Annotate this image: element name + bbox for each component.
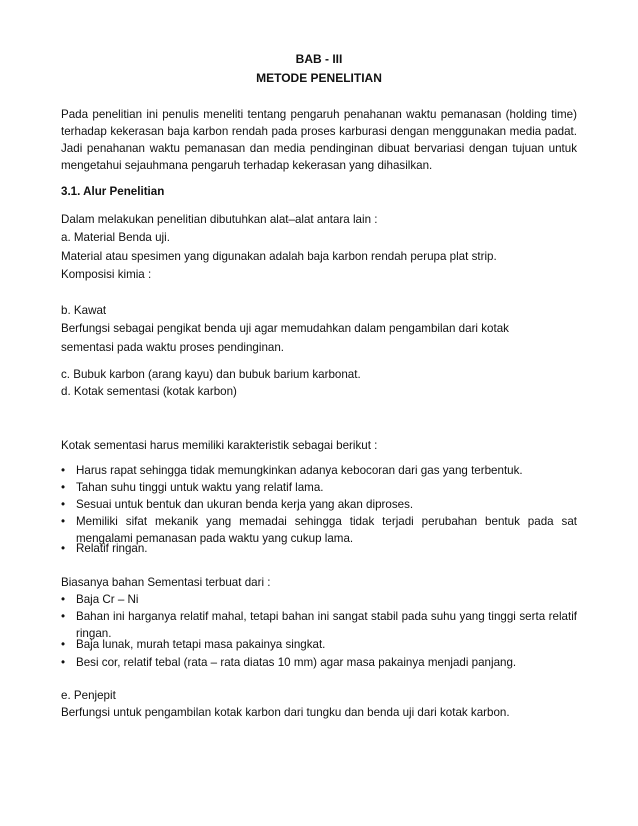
list-item-text: Tahan suhu tinggi untuk waktu yang relatif lama. [76, 481, 324, 494]
list-item-text: Baja lunak, murah tetapi masa pakainya singkat. [76, 638, 326, 651]
text-line: Komposisi kimia : [61, 268, 152, 281]
text-line: Berfungsi sebagai pengikat benda uji agar memudahkan dalam pengambilan dari kotak [61, 322, 509, 335]
chapter-title: METODE PENELITIAN [256, 71, 382, 85]
list-item [61, 591, 577, 608]
list-item-text: Sesuai untuk bentuk dan ukuran benda kerja yang akan diproses. [76, 498, 414, 511]
text-line: sementasi pada waktu proses pendinginan. [61, 341, 285, 354]
bullet-icon: • [61, 464, 66, 477]
list-item-text: Relatif ringan. [76, 542, 148, 555]
text-line: Berfungsi untuk pengambilan kotak karbon dari tungku dan benda uji dari kotak karbon. [61, 706, 510, 719]
item-b: b. Kawat [61, 304, 107, 317]
bullet-icon: • [61, 656, 66, 669]
bullet-icon: • [61, 498, 66, 511]
list-item-text: Memiliki sifat mekanik yang memadai sehingga tidak terjadi perubahan bentuk pada sat mengalami pemanasan pada waktu yang cukup lama. [76, 515, 577, 545]
list-item [61, 540, 577, 557]
list-item-text: Besi cor, relatif tebal (rata – rata diatas 10 mm) agar masa pakainya menjadi panjang. [76, 656, 517, 669]
list-item [61, 462, 577, 479]
list-item-text: Baja Cr – Ni [76, 593, 139, 606]
bullet-icon: • [61, 638, 66, 651]
list-item [61, 636, 577, 653]
list-item-text: Bahan ini harganya relatif mahal, tetapi bahan ini sangat stabil pada suhu yang tinggi serta relatif ringan. [76, 610, 577, 640]
bullet-icon: • [61, 515, 66, 528]
section-heading: 3.1. Alur Penelitian [61, 185, 165, 198]
list-item [61, 496, 577, 513]
text-line: Material atau spesimen yang digunakan adalah baja karbon rendah perupa plat strip. [61, 250, 497, 263]
text-line: Kotak sementasi harus memiliki karakteristik sebagai berikut : [61, 439, 378, 452]
list-item [61, 654, 577, 671]
text-line: Dalam melakukan penelitian dibutuhkan alat–alat antara lain : [61, 213, 378, 226]
item-c: c. Bubuk karbon (arang kayu) dan bubuk barium karbonat. [61, 368, 361, 381]
list-item [61, 479, 577, 496]
item-a: a. Material Benda uji. [61, 231, 170, 244]
bullet-icon: • [61, 542, 66, 555]
bullet-icon: • [61, 593, 66, 606]
bullet-icon: • [61, 481, 66, 494]
text-line: Biasanya bahan Sementasi terbuat dari : [61, 576, 271, 589]
item-d: d. Kotak sementasi (kotak karbon) [61, 385, 237, 398]
list-item-text: Harus rapat sehingga tidak memungkinkan adanya kebocoran dari gas yang terbentuk. [76, 464, 523, 477]
intro-paragraph: Pada penelitian ini penulis meneliti tentang pengaruh penahanan waktu pemanasan (holding time) terhadap kekerasan baja karbon rendah pada proses karburasi dengan menggunakan media padat. Jadi penahanan waktu pemanasan dan media pendinginan dibuat bervariasi dengan tujuan untuk mengetahui sejauhmana pengaruh terhadap kekerasan yang dihasilkan. [61, 108, 577, 172]
item-e: e. Penjepit [61, 689, 116, 702]
chapter-heading: BAB - III [295, 52, 343, 66]
bullet-icon: • [61, 610, 66, 623]
